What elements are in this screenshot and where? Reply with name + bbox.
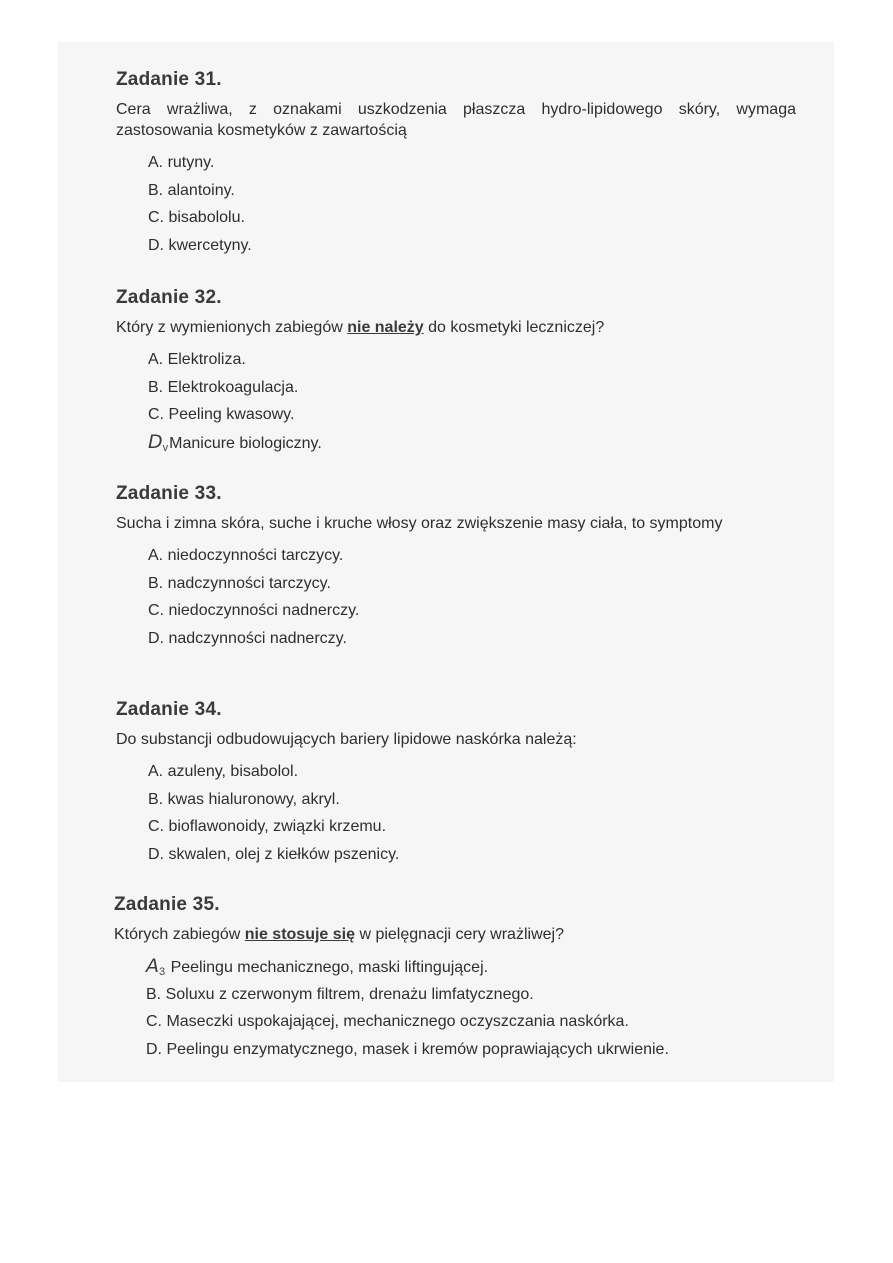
- option-letter: A.: [148, 154, 164, 171]
- option-text: Peeling kwasowy.: [164, 406, 295, 423]
- option-letter: D.: [148, 629, 164, 647]
- option-letter: D.: [148, 236, 164, 254]
- option-text: azuleny, bisabolol.: [163, 763, 299, 780]
- option-letter: C.: [148, 602, 164, 619]
- question-emphasis: nie stosuje się: [244, 926, 355, 943]
- handwritten-letter: A: [146, 955, 159, 977]
- task-34: [116, 698, 796, 868]
- option-text: niedoczynności nadnerczy.: [164, 602, 360, 619]
- task-question: [114, 924, 794, 945]
- option-letter: A.: [148, 351, 164, 368]
- option-text: kwercetyny.: [164, 236, 252, 254]
- option-letter: D.: [148, 845, 164, 863]
- option-letter: B.: [146, 985, 162, 1003]
- option-letter: C.: [148, 818, 164, 835]
- answer-option-d-selected[interactable]: [148, 429, 796, 457]
- option-text: Elektrokoagulacja.: [163, 378, 299, 396]
- answer-options: [114, 953, 794, 1063]
- task-question: Do substancji odbudowujących bariery lipidowe naskórka należą:: [116, 731, 577, 748]
- answer-option-b[interactable]: [148, 374, 796, 402]
- option-letter: A.: [148, 547, 164, 564]
- task-title: Zadanie 34.: [116, 699, 222, 720]
- answer-options: [116, 149, 796, 259]
- option-text: Peelingu enzymatycznego, masek i kremów poprawiających ukrwienie.: [162, 1040, 669, 1058]
- option-letter: A.: [148, 763, 164, 780]
- option-letter: C.: [146, 1013, 162, 1030]
- option-text: nadczynności tarczycy.: [163, 574, 331, 592]
- answer-option-a[interactable]: [148, 542, 796, 570]
- task-title: Zadanie 31.: [116, 69, 222, 90]
- answer-option-c[interactable]: [148, 813, 796, 841]
- answer-option-d[interactable]: [146, 1036, 794, 1064]
- option-text: kwas hialuronowy, akryl.: [163, 790, 340, 808]
- answer-option-d[interactable]: [148, 625, 796, 653]
- option-text: bisabololu.: [164, 209, 245, 226]
- task-31: [116, 68, 796, 259]
- answer-option-a[interactable]: [148, 149, 796, 177]
- question-text: Których zabiegów: [114, 926, 245, 943]
- question-emphasis: nie należy: [347, 319, 424, 336]
- answer-option-b[interactable]: [148, 570, 796, 598]
- option-text: Peelingu mechanicznego, maski liftingującej.: [166, 959, 489, 976]
- option-letter: C.: [148, 406, 164, 423]
- task-title: Zadanie 32.: [116, 287, 222, 308]
- option-text: nadczynności nadnerczy.: [164, 629, 347, 647]
- question-text: do kosmetyki leczniczej?: [423, 319, 605, 336]
- answer-option-b[interactable]: [148, 177, 796, 205]
- handwritten-check-mark: v: [162, 441, 169, 454]
- option-text: bioflawonoidy, związki krzemu.: [164, 818, 387, 835]
- option-text: rutyny.: [163, 154, 215, 171]
- task-title: Zadanie 33.: [116, 483, 222, 504]
- answer-options: [116, 346, 796, 456]
- option-text: alantoiny.: [163, 181, 235, 199]
- answer-option-c[interactable]: [148, 401, 796, 429]
- task-question: Sucha i zimna skóra, suche i kruche włosy oraz zwiększenie masy ciała, to symptomy: [116, 515, 723, 532]
- question-text: Który z wymienionych zabiegów: [116, 319, 348, 336]
- task-question: [116, 317, 796, 338]
- answer-option-b[interactable]: [146, 981, 794, 1009]
- answer-option-d[interactable]: [148, 232, 796, 260]
- option-letter: D.: [146, 1040, 162, 1058]
- option-text: Maseczki uspokajającej, mechanicznego oczyszczania naskórka.: [162, 1013, 629, 1030]
- answer-option-c[interactable]: [148, 204, 796, 232]
- answer-options: [116, 542, 796, 652]
- answer-option-d[interactable]: [148, 841, 796, 869]
- task-32: [116, 286, 796, 456]
- option-letter: B.: [148, 181, 164, 199]
- answer-option-c[interactable]: [146, 1008, 794, 1036]
- task-33: [116, 482, 796, 652]
- option-text: Elektroliza.: [163, 351, 246, 368]
- answer-option-a[interactable]: [148, 346, 796, 374]
- answer-options: [116, 758, 796, 868]
- answer-option-c[interactable]: [148, 597, 796, 625]
- task-35: [114, 893, 794, 1063]
- task-question: Cera wrażliwa, z oznakami uszkodzenia płaszcza hydro-lipidowego skóry, wymaga zastosowania kosmetyków z zawartością: [116, 101, 796, 139]
- option-text: niedoczynności tarczycy.: [163, 547, 344, 564]
- option-letter: B.: [148, 574, 164, 592]
- question-text: w pielęgnacji cery wrażliwej?: [355, 926, 564, 943]
- answer-option-a[interactable]: [148, 758, 796, 786]
- task-title: Zadanie 35.: [114, 894, 220, 915]
- option-text: Soluxu z czerwonym filtrem, drenażu limfatycznego.: [161, 985, 534, 1003]
- option-letter: B.: [148, 378, 164, 396]
- answer-option-a-selected[interactable]: [146, 953, 794, 981]
- option-text: Manicure biologiczny.: [169, 434, 322, 452]
- option-letter: B.: [148, 790, 164, 808]
- handwritten-check-mark: 3: [159, 966, 166, 978]
- option-text: skwalen, olej z kiełków pszenicy.: [164, 845, 400, 863]
- option-letter: C.: [148, 209, 164, 226]
- handwritten-letter: D: [148, 430, 163, 453]
- answer-option-b[interactable]: [148, 786, 796, 814]
